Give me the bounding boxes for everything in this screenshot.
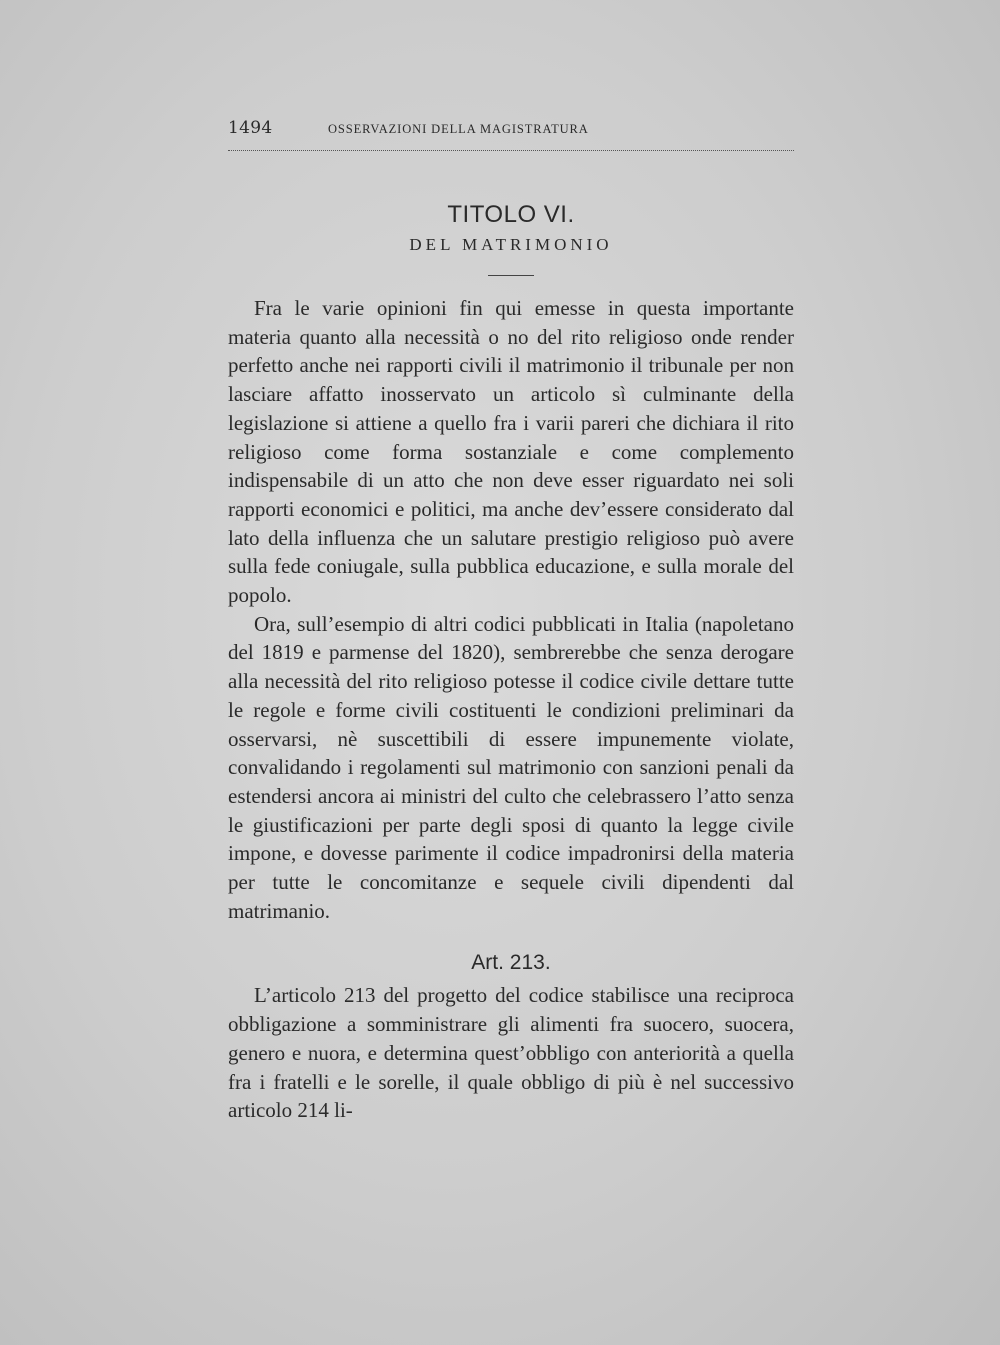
divider-rule (488, 275, 534, 276)
paragraph-1: Fra le varie opinioni fin qui emesse in questa importante materia quanto alla necessità o no del rito religioso onde render perfetto anche nei rapporti civili il matrimonio il tribunale per non lasciare affatto inosservato un articolo sì culminante della legislazione si attiene a quello fra i varii pareri che dichiara il rito religioso come forma sostanziale e come complemento indispensabile di un atto che non deve esser riguardato nei soli rapporti economici e politici, ma anche dev’essere considerato dal lato della influenza che un salutare prestigio religioso può avere sulla fede coniugale, sulla pubblica educazione, e sulla morale del popolo. (228, 296, 794, 608)
paragraph-2: Ora, sull’esempio di altri codici pubblicati in Italia (napoletano del 1819 e parmense del 1820), sembrerebbe che senza derogare alla necessità del rito religioso potesse il codice civile dettare tutte le regole e forme civili costituenti le condizioni preliminari da osservarsi, nè suscettibili di essere impunemente violate, convalidando i regolamenti sul matrimonio con sanzioni penali da estendersi ancora ai ministri del culto che celebrassero l’atto senza le giustificazioni per parte degli sposi di quanto la legge civile impone, e dovesse parimente il codice impadronirsi della materia per tutte le concomitanze e sequele civili dipendenti dal matrimanio. (228, 611, 794, 923)
title-heading: TITOLO VI. (447, 201, 575, 228)
running-title: OSSERVAZIONI DELLA MAGISTRATURA (328, 122, 589, 136)
article-paragraph: L’articolo 213 del progetto del codice stabilisce una reciproca obbligazione a somministrare gli alimenti fra suocero, suocera, genero e nuora, e determina quest’obbligo con anteriorità a quella fra i fratelli e le sorelle, il quale obbligo di più è nel successivo articolo 214 li- (228, 983, 794, 1123)
article-heading: Art. 213. (471, 951, 551, 975)
book-page (228, 118, 794, 1125)
section-subtitle: DEL MATRIMONIO (409, 235, 613, 254)
page-number: 1494 (228, 118, 273, 138)
running-head (228, 118, 794, 151)
